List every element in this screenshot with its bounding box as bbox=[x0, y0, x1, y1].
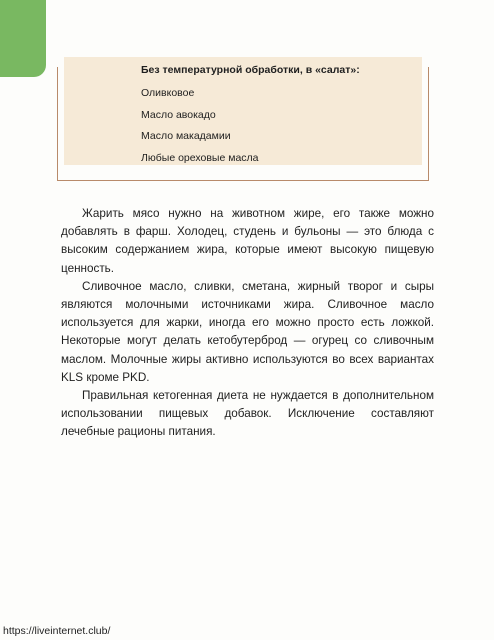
oil-item: Оливковое bbox=[141, 87, 195, 99]
page-corner-tab bbox=[0, 0, 46, 77]
paragraph-supplements: Правильная кетогенная диета не нуждается в дополнительном использовании пищевых добавок. Исключение составляют лечебные рационы питания. bbox=[61, 389, 434, 439]
paragraph-dairy-fat: Сливочное масло, сливки, сметана, жирный творог и сыры являются молочными источниками жира. Сливочное масло используется для жарки, иногда его можно просто есть ложкой. Некоторые могут делать кетобутерброд — огурец со сливочным маслом. Молочные жиры активно используются во всех вариантах KLS кроме PKD. bbox=[61, 279, 434, 384]
article-body bbox=[61, 205, 434, 442]
oil-info-box-content bbox=[141, 64, 416, 173]
paragraph-animal-fat: Жарить мясо нужно на животном жире, его также можно добавлять в фарш. Холодец, студень и бульоны — это блюда с высоким содержанием жира, которые имеют высокую пищевую ценность. bbox=[61, 207, 434, 275]
oil-item: Масло макадамии bbox=[141, 130, 231, 143]
oil-box-heading: Без температурной обработки, в «салат»: bbox=[141, 64, 360, 76]
oil-item: Масло авокадо bbox=[141, 108, 216, 121]
source-link[interactable]: https://liveinternet.club/ bbox=[3, 625, 111, 637]
oil-info-box bbox=[57, 57, 429, 183]
oil-item: Любые ореховые масла bbox=[141, 151, 259, 164]
